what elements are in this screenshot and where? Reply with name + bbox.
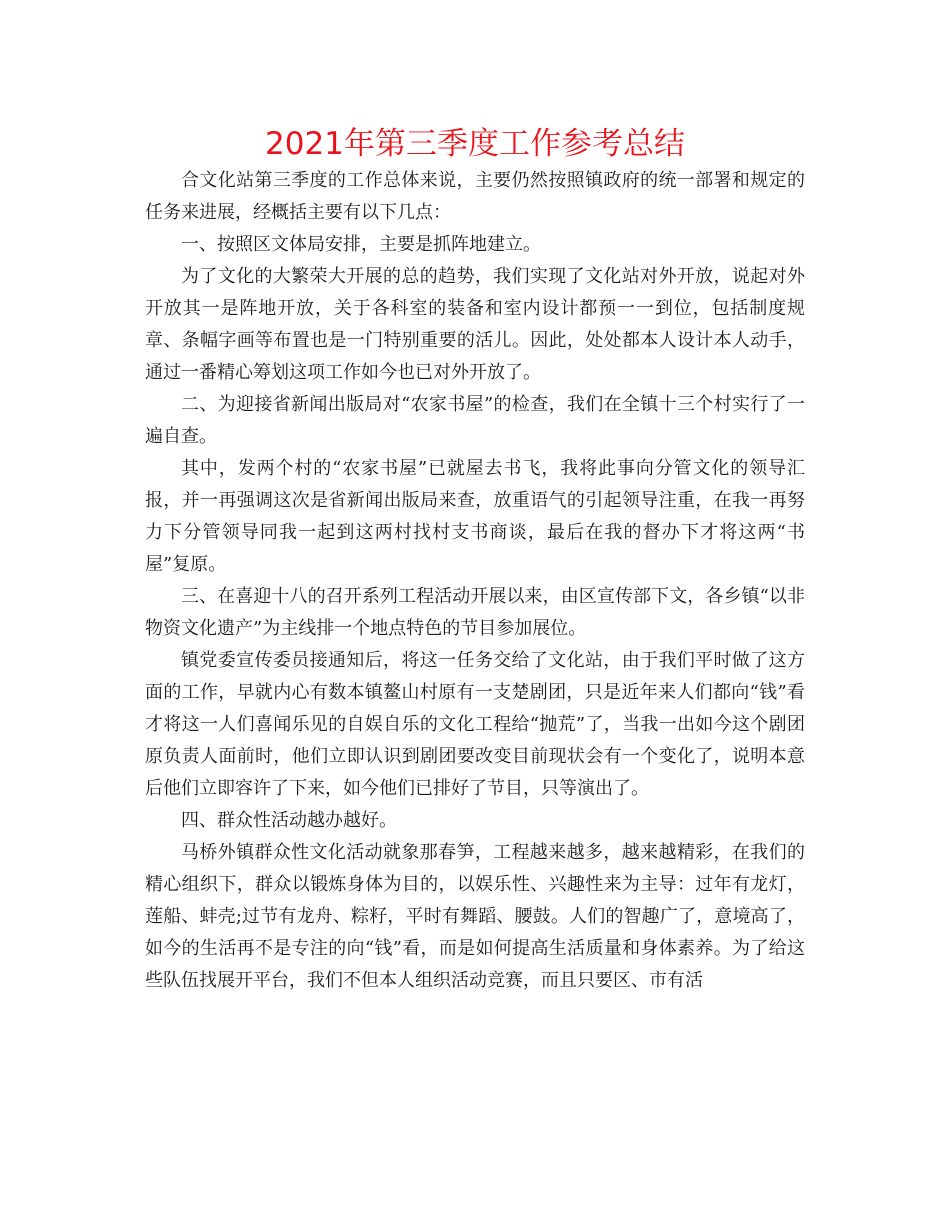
paragraph-heading-4: 四、群众性活动越办越好。 — [181, 810, 397, 831]
paragraph-open-access: 为了文化的大繁荣大开展的总的趋势，我们实现了文化站对外开放，说起对外开放其一是阵地开放，关于各科室的装备和室内设计都预一一到位，包括制度规章、条幅字画等布置也是一门特别重要的活儿。因此，处处都本人设计本人动手，通过一番精心筹划这项工作如今也已对外开放了。 — [145, 266, 805, 383]
paragraph-heading-3: 三、在喜迎十八的召开系列工程活动开展以来，由区宣传部下文，各乡镇“以非物资文化遗产”为主线排一个地点特色的节目参加展位。 — [145, 586, 805, 639]
document-body — [145, 165, 805, 997]
document-title: 2021年第三季度工作参考总结 — [265, 126, 685, 162]
paragraph-heading-2: 二、为迎接省新闻出版局对“农家书屋”的检查，我们在全镇十三个村实行了一遍自查。 — [145, 394, 805, 447]
paragraph-heading-1: 一、按照区文体局安排，主要是抓阵地建立。 — [181, 234, 541, 255]
paragraph-intro: 合文化站第三季度的工作总体来说，主要仍然按照镇政府的统一部署和规定的任务来进展，经概括主要有以下几点： — [145, 170, 805, 223]
paragraph-book-house: 其中，发两个村的“农家书屋”已就屋去书飞，我将此事向分管文化的领导汇报，并一再强调这次是省新闻出版局来查，放重语气的引起领导注重，在我一再努力下分管领导同我一起到这两村找村支书商谈，最后在我的督办下才将这两“书屋”复原。 — [145, 458, 805, 575]
paragraph-mass-activities: 马桥外镇群众性文化活动就象那春笋，工程越来越多，越来越精彩，在我们的精心组织下，群众以锻炼身体为目的，以娱乐性、兴趣性来为主导：过年有龙灯，莲船、蚌壳;过节有龙舟、粽籽，平时有舞蹈、腰鼓。人们的智趣广了，意境高了，如今的生活再不是专注的向“钱”看，而是如何提高生活质量和身体素养。为了给这些队伍找展开平台，我们不但本人组织活动竞赛，而且只要区、市有活 — [145, 842, 805, 991]
paragraph-opera-troupe: 镇党委宣传委员接通知后，将这一任务交给了文化站，由于我们平时做了这方面的工作，早就内心有数本镇鳌山村原有一支楚剧团，只是近年来人们都向“钱”看才将这一人们喜闻乐见的自娱自乐的文化工程给“抛荒”了，当我一出如今这个剧团原负责人面前时，他们立即认识到剧团要改变目前现状会有一个变化了，说明本意后他们立即容许了下来，如今他们已排好了节目，只等演出了。 — [145, 650, 805, 799]
